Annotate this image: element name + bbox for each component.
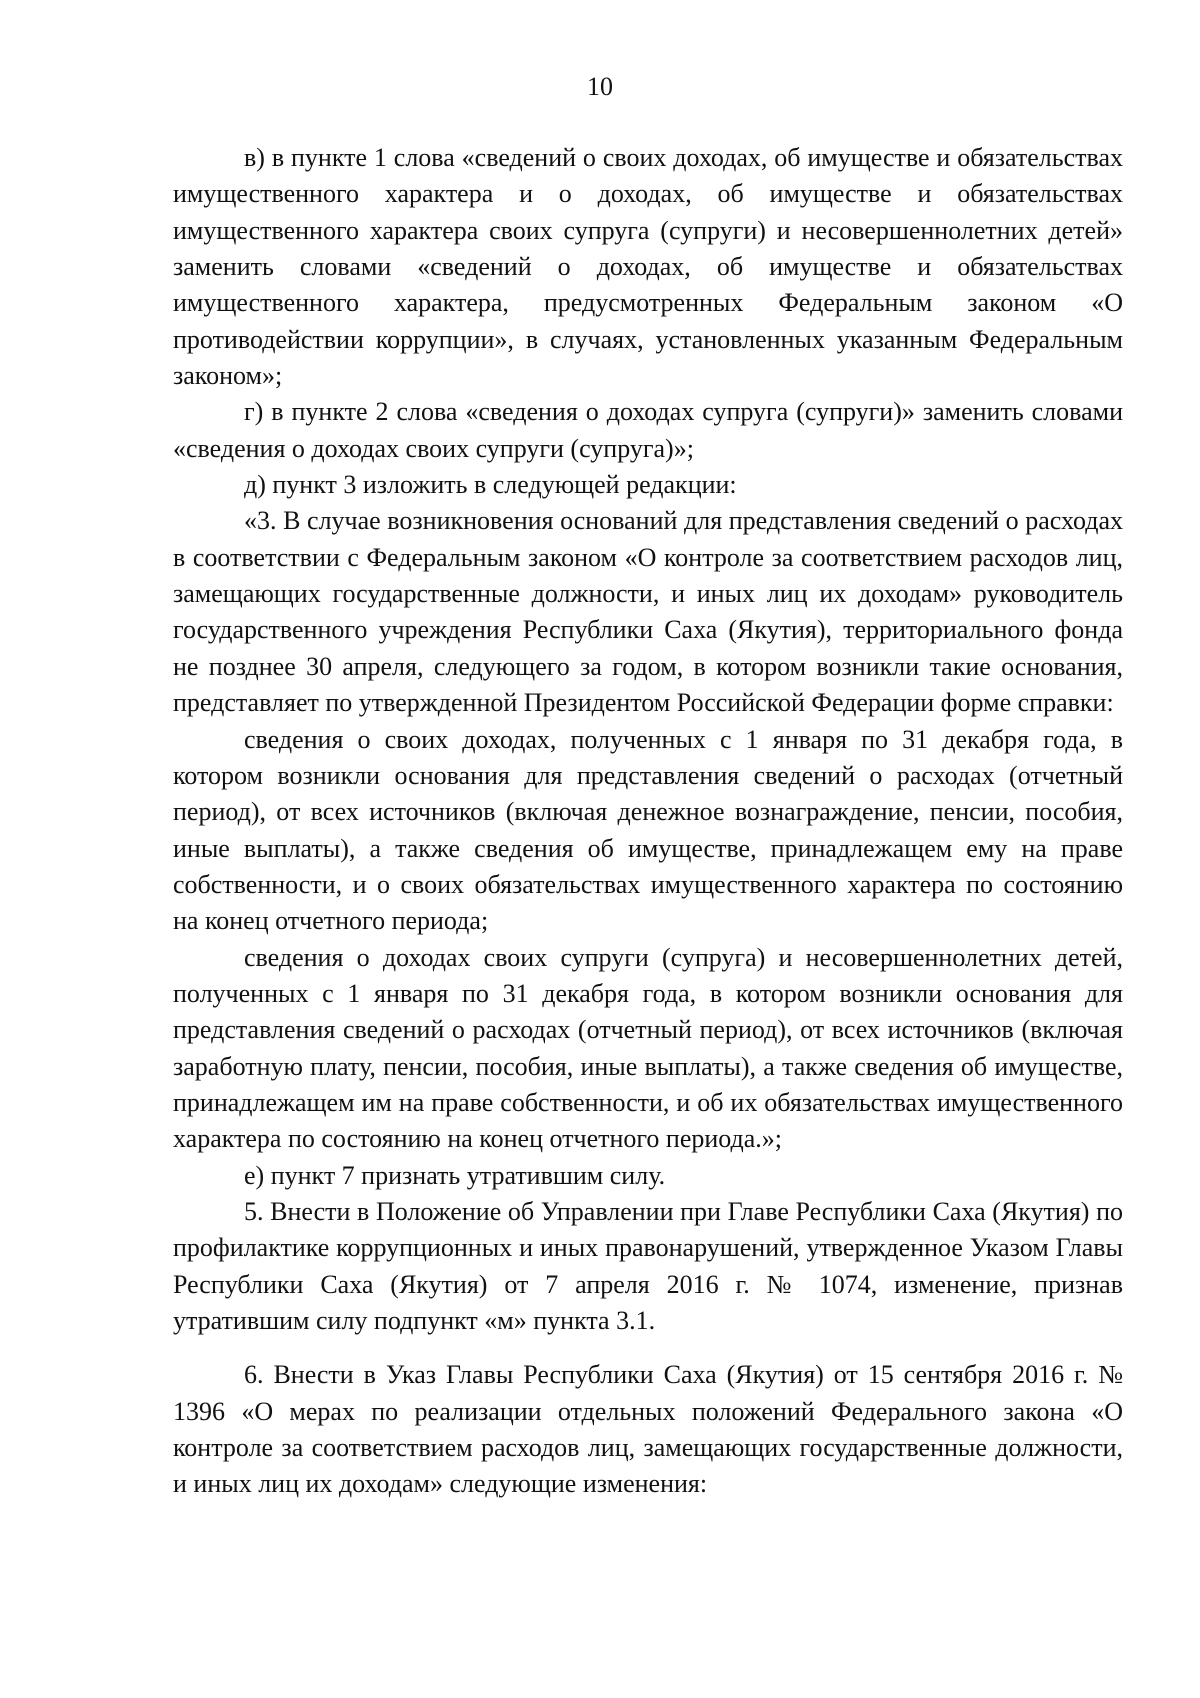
paragraph-section-6: 6. Внести в Указ Главы Республики Саха (Якутия) от 15 сентября 2016 г. № 1396 «О мерах по реализации отдельных положений Федерального закона «О контроле за соответствием расходов лиц, замещающих государственные должности, и иных лиц их доходам» следующие изменения:: [173, 1360, 1123, 1499]
paragraph-section-5: 5. Внести в Положение об Управлении при Главе Республики Саха (Якутия) по профилактике коррупционных и иных правонарушений, утвержденное Указом Главы Республики Саха (Якутия) от 7 апреля 2016 г. № 1074, изменение, признав утратившим силу подпункт «м» пункта 3.1.: [173, 1196, 1123, 1335]
document-body: [173, 140, 1123, 1503]
paragraph-item-v: в) в пункте 1 слова «сведений о своих доходах, об имуществе и обязательствах имущественного характера и о доходах, об имуществе и обязательствах имущественного характера своих супруга (супруги) и несовершеннолетних детей» заменить словами «сведений о доходах, об имуществе и обязательствах имущественного характера, предусмотренных Федеральным законом «О противодействии коррупции», в случаях, установленных указанным Федеральным законом»;: [173, 143, 1123, 391]
paragraph-item-g: г) в пункте 2 слова «сведения о доходах супруга (супруги)» заменить словами «сведения о доходах своих супруги (супруга)»;: [173, 397, 1123, 463]
paragraph-own-income: сведения о своих доходах, полученных с 1 января по 31 декабря года, в котором возникли основания для представления сведений о расходах (отчетный период), от всех источников (включая денежное вознаграждение, пенсии, пособия, иные выплаты), а также сведения об имуществе, принадлежащем ему на праве собственности, и о своих обязательствах имущественного характера по состоянию на конец отчетного периода;: [173, 724, 1123, 936]
paragraph-item-e: е) пункт 7 признать утратившим силу.: [244, 1160, 666, 1190]
page-number: 10: [587, 72, 613, 101]
paragraph-clause-3: «3. В случае возникновения оснований для представления сведений о расходах в соответствии с Федеральным законом «О контроле за соответствием расходов лиц, замещающих государственные должности, и иных лиц их доходам» руководитель государственного учреждения Республики Саха (Якутия), территориального фонда не позднее 30 апреля, следующего за годом, в котором возникли такие основания, представляет по утвержденной Президентом Российской Федерации форме справки:: [173, 506, 1123, 718]
paragraph-spouse-income: сведения о доходах своих супруги (супруга) и несовершеннолетних детей, полученных с 1 января по 31 декабря года, в котором возникли основания для представления сведений о расходах (отчетный период), от всех источников (включая заработную плату, пенсии, пособия, иные выплаты), а также сведения об имуществе, принадлежащем им на праве собственности, и об их обязательствах имущественного характера по состоянию на конец отчетного периода.»;: [173, 942, 1123, 1154]
paragraph-item-d: д) пункт 3 изложить в следующей редакции:: [244, 470, 737, 500]
